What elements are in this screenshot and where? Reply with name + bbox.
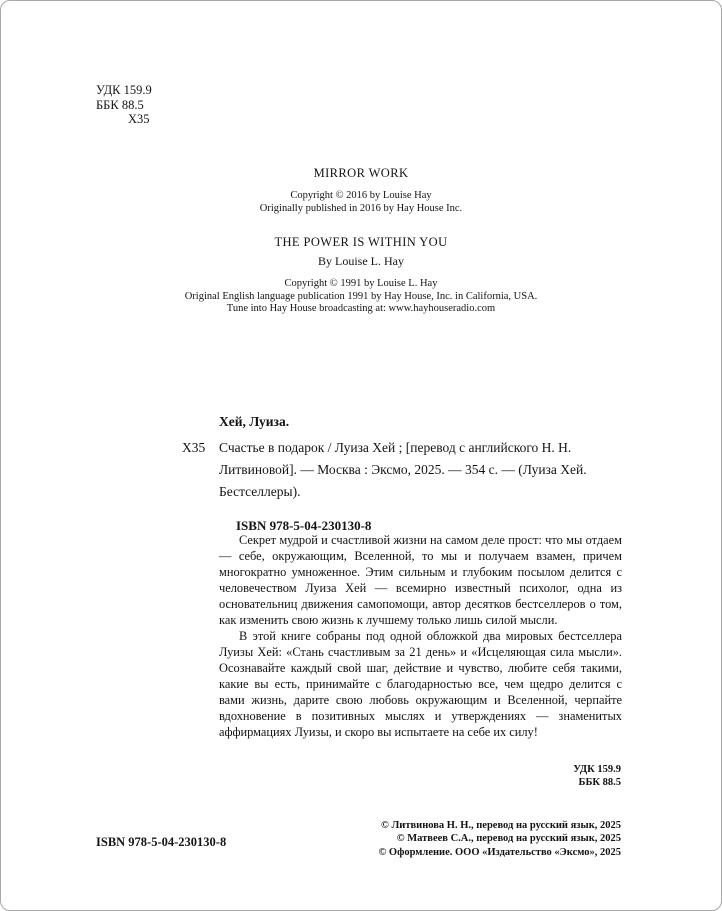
catalog-entry: [182, 437, 623, 503]
spacer: [1, 269, 721, 278]
classification-codes-top: [96, 83, 152, 127]
copyright-line: © Матвеев С.А., перевод на русский язык, 2025: [396, 833, 621, 845]
spacer: [1, 181, 721, 190]
copyright-1991-line1: Copyright © 1991 by Louise L. Hay: [284, 278, 438, 289]
copyright-1991-line2: Original English language publication 1991 by Hay House, Inc. in California, USA.: [184, 290, 538, 302]
catalog-description: Счастье в подарок / Луиза Хей ; [перевод с английского Н. Н. Литвиновой]. — Москва : Эксмо, 2025. — 354 с. — (Луиза Хей. Бестселлеры).: [219, 440, 587, 499]
annotation-block: [219, 532, 622, 740]
catalog-code: Х35: [182, 440, 206, 455]
annotation-paragraph-2: В этой книге собраны под одной обложкой два мировых бестселлера Луизы Хей: «Стань счастливым за 21 день» и «Исцеляющая сила мысли». Осознавайте каждый свой шаг, действие и чувство, любите себя такими, какие вы есть, принимайте с благодарностью все, чем щедро делится с вами жизнь, дарите свою любовь окружающим и Вселенной, черпайте вдохновение в позитивных мыслях и утверждениях — знаменитых аффирмациях Луизы, и скоро вы испытаете на себе их силу!: [219, 629, 622, 739]
copyright-1991-line3: Tune into Hay House broadcasting at: www.hayhouseradio.com: [226, 303, 496, 314]
annotation-paragraph-1: Секрет мудрой и счастливой жизни на самом деле прост: что мы отдаем — себе, окружающим, Вселенной, то мы и получаем взамен, причем многократно умноженное. Этим сильным и глубоким посылом делится с человечеством Луиза Хей — всемирно известный психолог, одна из основательниц движения самопомощи, автор десятков бестселлеров о том, как изменить свою жизнь к лучшему только лишь силой мысли.: [219, 533, 622, 627]
original-title-1: MIRROR WORK: [313, 166, 409, 180]
copyright-2016-line1: Copyright © 2016 by Louise Hay: [290, 190, 432, 201]
bibliographic-record: [182, 414, 623, 534]
udk-code-right: УДК 159.9: [573, 764, 621, 775]
udk-code: УДК 159.9: [96, 83, 152, 97]
original-title-2: THE POWER IS WITHIN YOU: [274, 235, 448, 249]
english-rights-block: [1, 166, 721, 316]
copyright-line: © Литвинова Н. Н., перевод на русский язык, 2025: [380, 820, 621, 831]
book-code: Х35: [128, 112, 150, 126]
copyright-notices: [378, 820, 621, 860]
bbk-code-right: ББК 88.5: [578, 777, 621, 788]
copyright-2016-line2: Originally published in 2016 by Hay House Inc.: [259, 202, 463, 214]
copyright-line: © Оформление. ООО «Издательство «Эксмо», 2025: [378, 846, 621, 858]
author-heading: Хей, Луиза.: [219, 414, 290, 429]
spacer: [1, 215, 721, 235]
byline: By Louise L. Hay: [318, 254, 404, 268]
isbn-footer: ISBN 978-5-04-230130-8: [96, 835, 227, 849]
classification-codes-right: [573, 763, 621, 789]
bbk-code: ББК 88.5: [96, 97, 144, 112]
isbn-record: ISBN 978-5-04-230130-8: [236, 518, 372, 533]
